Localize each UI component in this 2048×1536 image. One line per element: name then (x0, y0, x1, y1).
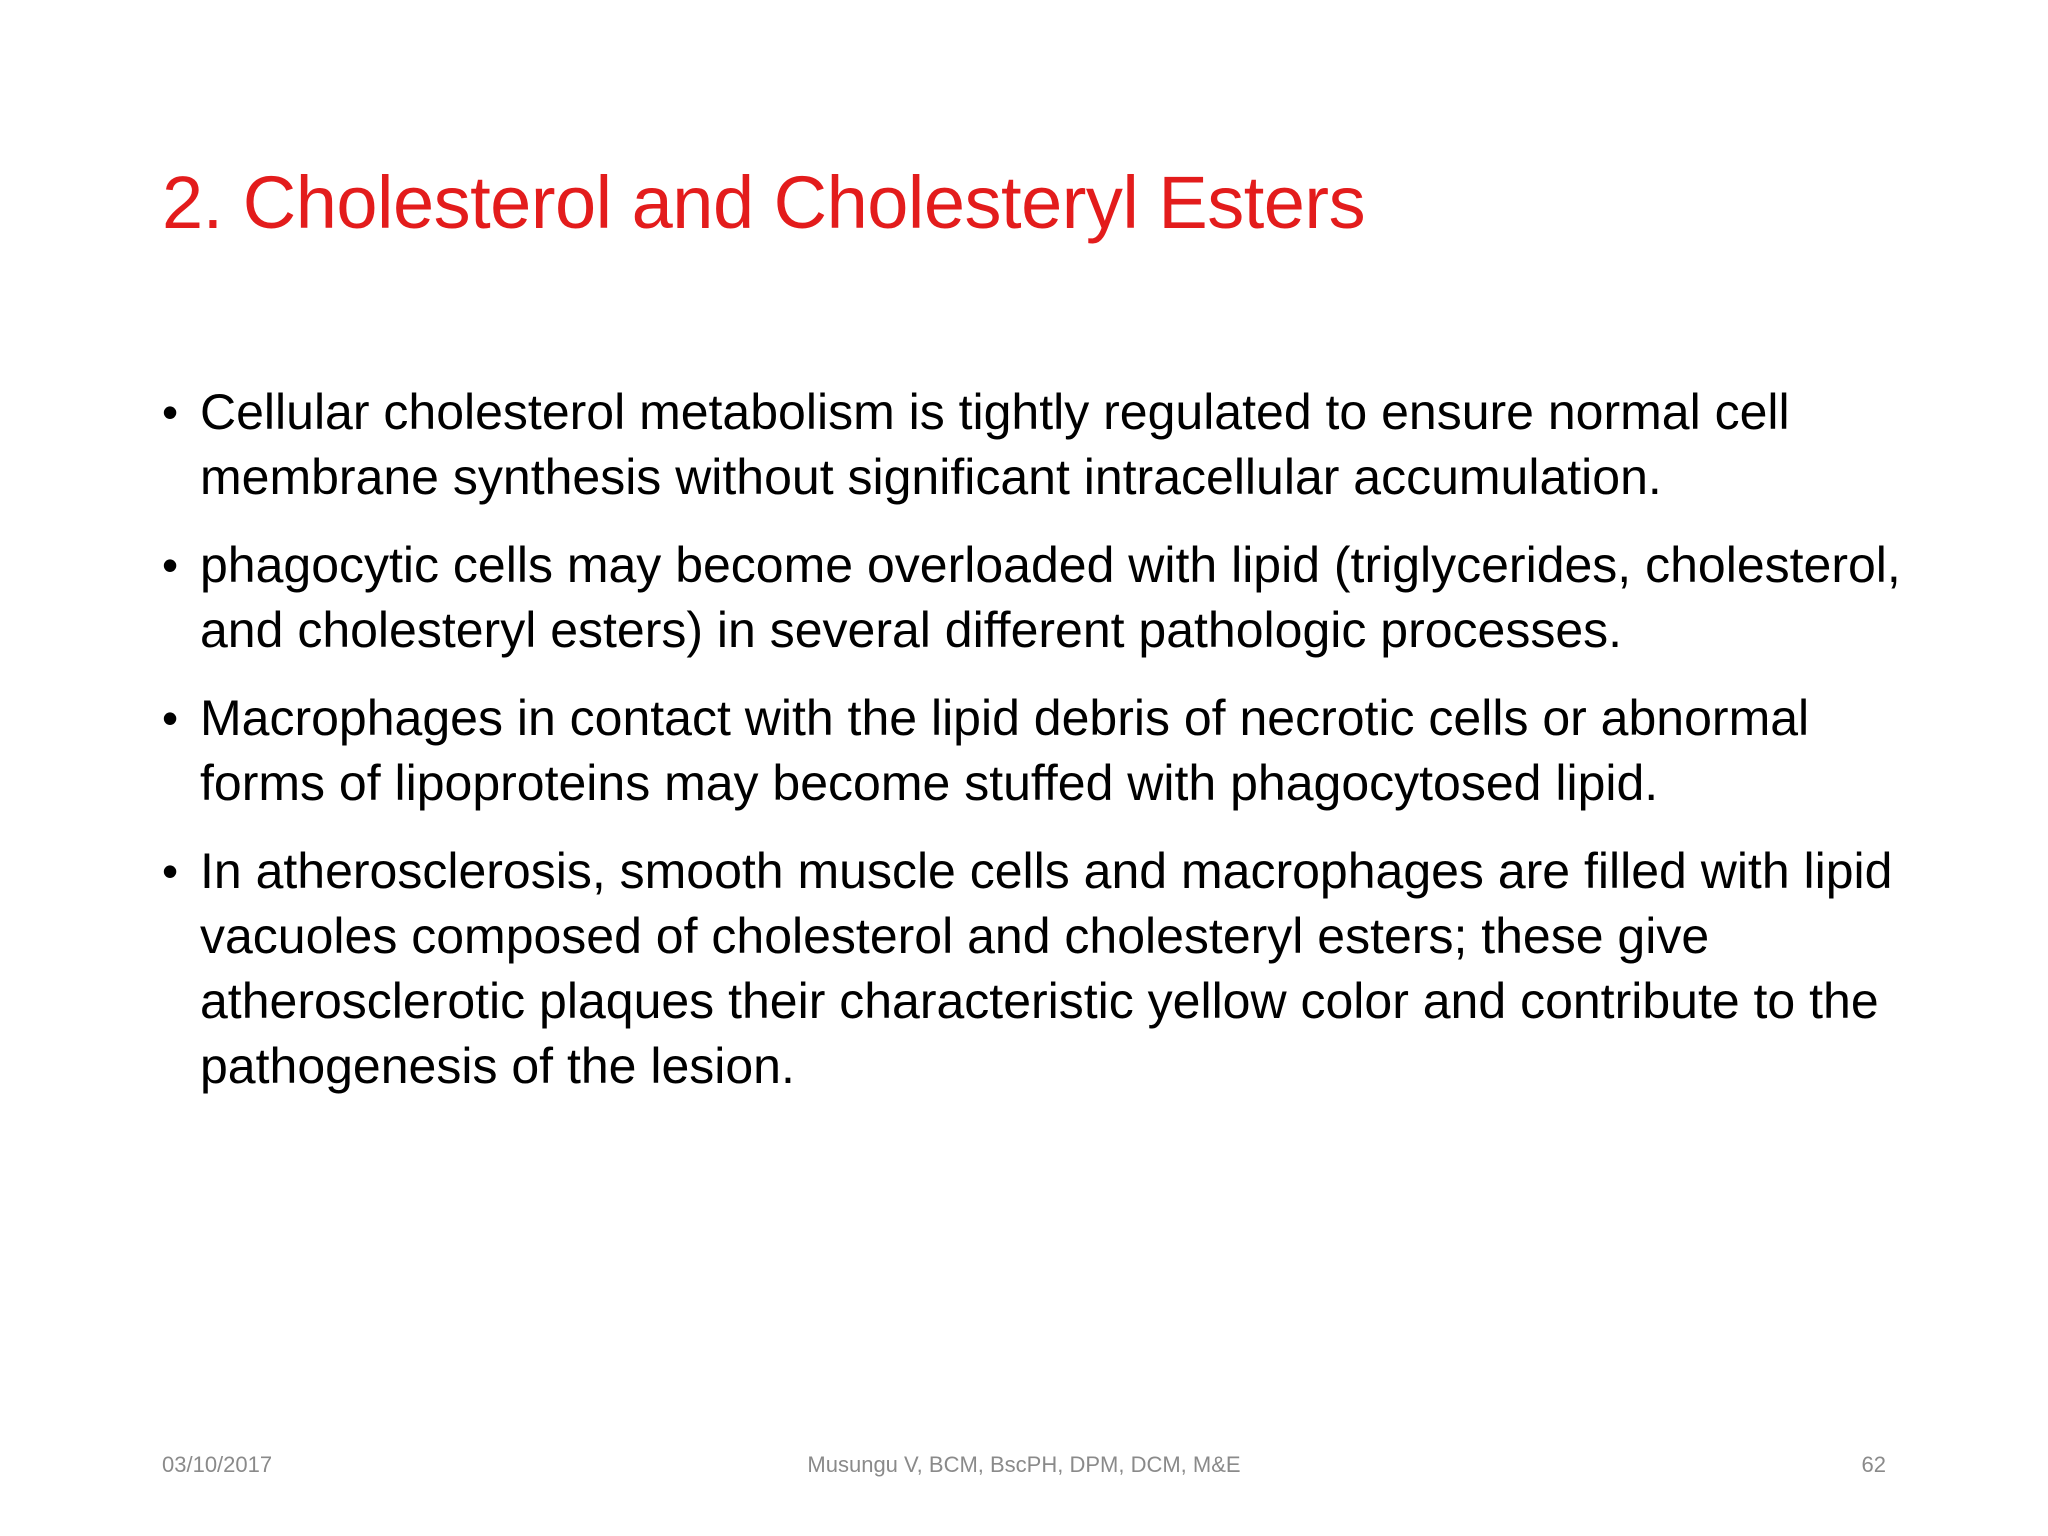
bullet-text: In atherosclerosis, smooth muscle cells and macrophages are filled with lipid vacuoles composed of cholesterol and cholesteryl esters; these give atherosclerotic plaques their characteristic yellow color and contribute to the pathogenesis of the lesion. (200, 843, 1893, 1094)
bullet-text: Macrophages in contact with the lipid debris of necrotic cells or abnormal forms of lipoproteins may become stuffed with phagocytosed lipid. (200, 690, 1810, 811)
bullet-text: Cellular cholesterol metabolism is tightly regulated to ensure normal cell membrane synthesis without significant intracellular accumulation. (200, 384, 1790, 505)
footer-date: 03/10/2017 (162, 1452, 273, 1477)
bullet-item (162, 839, 1902, 1099)
footer-author: Musungu V, BCM, BscPH, DPM, DCM, M&E (807, 1452, 1241, 1477)
bullet-dot-icon: • (162, 845, 179, 897)
bullet-item (162, 380, 1902, 510)
bullet-item (162, 686, 1902, 816)
bullet-list (162, 380, 1902, 1122)
bullet-item (162, 533, 1902, 663)
bullet-dot-icon: • (162, 539, 179, 591)
bullet-text: phagocytic cells may become overloaded with lipid (triglycerides, cholesterol, and cholesteryl esters) in several different pathologic processes. (200, 537, 1901, 658)
footer-page-number: 62 (1861, 1452, 1886, 1477)
slide-title: 2. Cholesterol and Cholesteryl Esters (162, 161, 1366, 244)
bullet-dot-icon: • (162, 386, 179, 438)
bullet-dot-icon: • (162, 692, 179, 744)
